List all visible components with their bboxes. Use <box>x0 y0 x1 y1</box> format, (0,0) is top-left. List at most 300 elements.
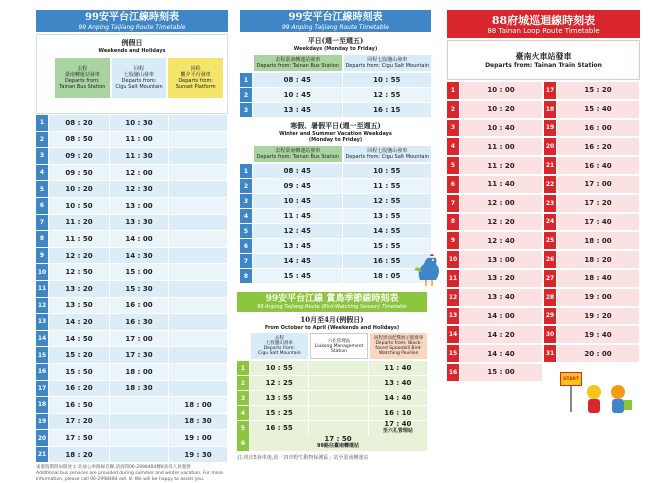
table-row <box>36 264 228 280</box>
departure-time: 15 : 45 <box>253 269 342 283</box>
departure-time: 16 : 40 <box>557 157 639 174</box>
departure-time: 18 : 20 <box>49 447 109 463</box>
return-time-cigu: 13 : 30 <box>110 215 168 231</box>
return-time-cigu: 14 : 00 <box>110 231 168 247</box>
table-row <box>447 345 640 362</box>
row-number: 4 <box>240 209 252 223</box>
departure-time: 10 : 20 <box>49 181 109 197</box>
row-number: 6 <box>36 198 48 214</box>
panel2-wd-en: Weekdays (Monday to Friday) <box>293 46 378 52</box>
departure-time: 18 : 20 <box>557 251 639 268</box>
return-time: 16 : 55 <box>343 254 432 268</box>
return-time-sunset <box>169 314 227 330</box>
departure-time: 14 : 20 <box>49 314 109 330</box>
departure-time: 13 : 20 <box>460 270 542 287</box>
table-row <box>36 430 228 446</box>
departure-time: 09 : 45 <box>253 179 342 193</box>
panel4-head-en: Departs from: Tainan Train Station <box>485 62 602 69</box>
panel3-title: 99安平台江線 賞鳥季節線時刻表 <box>265 294 399 304</box>
departure-time: 17 : 40 <box>557 214 639 231</box>
return-time <box>369 406 427 420</box>
panel1-colhead <box>36 34 228 114</box>
loop-timetable-panel <box>447 10 640 381</box>
departure-time: 10 : 20 <box>460 101 542 118</box>
return-time-sunset <box>169 198 227 214</box>
panel3-subtitle: 99 Anping Taijiang Route (Bird-Watching Season) Timetable <box>257 304 407 310</box>
table-row <box>447 101 640 118</box>
table-row <box>240 269 431 283</box>
return-time: 15 : 55 <box>343 239 432 253</box>
row-number: 21 <box>36 447 48 463</box>
table-row <box>240 103 431 117</box>
panel2-col1b: 去程臺南轉運站發車 Departs from: Tainan Bus Station <box>254 146 342 162</box>
row-number: 27 <box>544 270 556 287</box>
table-row <box>447 120 640 137</box>
departure-time: 10 : 00 <box>460 82 542 99</box>
departure-time: 12 : 50 <box>49 264 109 280</box>
departure-time: 09 : 20 <box>49 148 109 164</box>
liukong-time <box>309 361 367 375</box>
liukong-time <box>309 391 367 405</box>
row-number: 13 <box>447 308 459 325</box>
table-row <box>36 314 228 330</box>
table-row <box>447 176 640 193</box>
return-time-cigu: 17 : 00 <box>110 331 168 347</box>
row-number: 6 <box>447 176 459 193</box>
return-time <box>369 391 427 405</box>
row-number: 16 <box>36 364 48 380</box>
table-row <box>240 194 431 208</box>
departure-time: 20 : 00 <box>557 345 639 362</box>
return-time <box>369 421 427 435</box>
return-time-cigu: 16 : 00 <box>110 298 168 314</box>
return-time-cigu: 17 : 30 <box>110 347 168 363</box>
table-row <box>36 165 228 181</box>
return-time-cigu: 18 : 30 <box>110 381 168 397</box>
return-time: 12 : 55 <box>343 88 432 102</box>
departure-time: 19 : 20 <box>557 308 639 325</box>
table-row <box>36 381 228 397</box>
table-row <box>447 82 640 99</box>
row-number: 5 <box>237 421 249 435</box>
departure-time: 12 : 45 <box>253 224 342 238</box>
return-time: 18 : 05 <box>343 269 432 283</box>
return-time-cigu <box>110 430 168 446</box>
return-time-cigu: 14 : 30 <box>110 248 168 264</box>
departure-time: 15 : 20 <box>49 347 109 363</box>
panel2-col2: 回程七股鹽山發車 Departs from: Cigu Salt Mountain <box>345 57 430 69</box>
panel3-header <box>237 292 427 312</box>
row-number: 22 <box>544 176 556 193</box>
return-time <box>369 376 427 390</box>
return-time-sunset: 19 : 30 <box>169 447 227 463</box>
row-number: 14 <box>36 331 48 347</box>
departure-time: 17 : 20 <box>557 195 639 212</box>
row-number: 11 <box>447 270 459 287</box>
departure-time: 08 : 20 <box>49 115 109 131</box>
panel3-foot: 註:班次5發車後,經「四草野生動物保護區」站至臺南轉運站 <box>237 455 369 461</box>
return-time: 11 : 55 <box>343 179 432 193</box>
departure-time: 13 : 45 <box>253 103 342 117</box>
table-row <box>36 148 228 164</box>
departure-time: 10 : 45 <box>253 194 342 208</box>
row-number: 26 <box>544 251 556 268</box>
departure-time: 11 : 45 <box>253 209 342 223</box>
start-sign-label: START <box>563 376 579 382</box>
panel1-day-zh: 例假日 <box>121 39 143 47</box>
return-time: 16 : 15 <box>343 103 432 117</box>
return-time-value: 16 : 10 <box>384 408 412 417</box>
row5-note: 至六孔管理站 <box>382 428 413 434</box>
table-row <box>237 435 427 451</box>
departure-time: 15 : 50 <box>49 364 109 380</box>
return-time-cigu <box>110 397 168 413</box>
table-row <box>447 270 640 287</box>
departure-time: 10 : 50 <box>49 198 109 214</box>
row-number: 5 <box>447 157 459 174</box>
departure-time: 15 : 00 <box>460 364 542 381</box>
table-row <box>36 181 228 197</box>
return-time-sunset <box>169 132 227 148</box>
row-number: 6 <box>237 435 249 451</box>
panel3-period-zh: 10月至4月(例假日) <box>300 315 364 324</box>
table-row <box>237 421 427 435</box>
departure-time: 12 : 40 <box>460 232 542 249</box>
row-number: 3 <box>237 391 249 405</box>
table-row <box>36 281 228 297</box>
return-time-cigu: 18 : 00 <box>110 364 168 380</box>
row-number: 8 <box>36 231 48 247</box>
panel1-rows <box>36 115 228 462</box>
table-row <box>36 231 228 247</box>
table-row <box>447 195 640 212</box>
departure-time: 12 : 25 <box>250 376 308 390</box>
departure-time: 16 : 55 <box>250 421 308 435</box>
return-time: 12 : 55 <box>343 194 432 208</box>
row-number: 29 <box>544 308 556 325</box>
return-time-value: 11 : 40 <box>384 363 412 372</box>
panel1-day-en: Weekends and Holidays <box>98 48 166 54</box>
row-number: 10 <box>36 264 48 280</box>
table-row <box>36 414 228 430</box>
panel2-rows-b <box>240 164 431 283</box>
departure-time: 14 : 50 <box>49 331 109 347</box>
row-number: 9 <box>36 248 48 264</box>
row-number: 17 <box>544 82 556 99</box>
departure-time: 13 : 40 <box>460 289 542 306</box>
table-row <box>447 251 640 268</box>
departure-time: 11 : 00 <box>460 138 542 155</box>
table-row <box>36 397 228 413</box>
departure-time: 13 : 20 <box>49 281 109 297</box>
row-number: 25 <box>544 232 556 249</box>
panel1-col2: 回程 七股鹽山發車 Departs from: Cigu Salt Mountain <box>112 58 167 98</box>
table-row <box>447 138 640 155</box>
panel4-head-zh: 臺南火車站發車 <box>515 51 572 61</box>
row-number: 15 <box>36 347 48 363</box>
departure-time: 19 : 40 <box>557 326 639 343</box>
departure-time: 08 : 45 <box>253 73 342 87</box>
departure-time: 13 : 00 <box>460 251 542 268</box>
panel4-subtitle: 88 Tainan Loop Route Timetable <box>487 27 600 35</box>
row-number: 21 <box>544 157 556 174</box>
kids-illustration-icon <box>578 382 638 418</box>
birdwatch-timetable-panel <box>237 292 427 461</box>
row-number: 6 <box>240 239 252 253</box>
departure-time: 13 : 50 <box>49 298 109 314</box>
table-row <box>447 289 640 306</box>
row-number: 28 <box>544 289 556 306</box>
panel3-col3: 回程黑面琵鷺展示館發車 Departs from: Black-faced Spoonbill Bird-Watching Pavilion <box>370 333 427 359</box>
panel2-col1: 去程臺南轉運站發車 Departs from: Tainan Bus Station <box>254 55 342 71</box>
panel1-header <box>36 10 228 32</box>
return-time-cigu: 15 : 30 <box>110 281 168 297</box>
panel2-vac-zh: 寒假、暑假平日(週一至週五) <box>290 121 381 130</box>
row-number: 5 <box>36 181 48 197</box>
row-number: 1 <box>240 73 252 87</box>
row-number: 4 <box>36 165 48 181</box>
table-row <box>240 88 431 102</box>
row-number: 18 <box>544 101 556 118</box>
departure-time: 09 : 50 <box>49 165 109 181</box>
row-number: 20 <box>36 430 48 446</box>
departure-time: 15 : 40 <box>557 101 639 118</box>
row-number: 13 <box>36 314 48 330</box>
return-time-cigu: 11 : 00 <box>110 132 168 148</box>
row-number: 9 <box>447 232 459 249</box>
row-number: 2 <box>36 132 48 148</box>
panel2-rows-a <box>240 73 431 117</box>
table-row <box>36 364 228 380</box>
table-row <box>36 248 228 264</box>
row-number: 3 <box>240 103 252 117</box>
sign-pole <box>570 386 572 412</box>
panel1-col1: 去程 臺南轉運站發車 Departs from: Tainan Bus Station <box>55 58 110 98</box>
table-row <box>240 73 431 87</box>
row-number: 8 <box>240 269 252 283</box>
return-time-sunset <box>169 148 227 164</box>
row-number: 7 <box>447 195 459 212</box>
table-row <box>36 115 228 131</box>
return-time: 13 : 55 <box>343 209 432 223</box>
table-row <box>447 157 640 174</box>
panel2-wd-zh: 平日(週一至週五) <box>307 36 364 45</box>
panel2-subtitle: 99 Anping Taijiang Route Timetable <box>281 24 389 31</box>
return-time-sunset: 18 : 00 <box>169 397 227 413</box>
return-time-sunset <box>169 264 227 280</box>
panel3-period-en: From October to April (Weekends and Holidays) <box>264 325 400 331</box>
panel4-title: 88府城巡迴線時刻表 <box>491 14 596 27</box>
rooster-icon <box>412 250 446 288</box>
row-number: 11 <box>36 281 48 297</box>
panel4-header <box>447 10 640 38</box>
departure-time: 17 : 20 <box>49 414 109 430</box>
return-time: 10 : 55 <box>343 73 432 87</box>
row-number: 19 <box>544 120 556 137</box>
table-row <box>36 298 228 314</box>
row-number: 17 <box>36 381 48 397</box>
departure-time: 17 : 50 <box>49 430 109 446</box>
departure-time: 16 : 20 <box>557 138 639 155</box>
departure-time: 19 : 00 <box>557 289 639 306</box>
row-number: 3 <box>447 120 459 137</box>
weekend-timetable-panel <box>36 10 228 483</box>
return-time-cigu: 15 : 00 <box>110 264 168 280</box>
row-number: 18 <box>36 397 48 413</box>
panel2-title: 99安平台江線時刻表 <box>288 12 383 23</box>
row-number: 5 <box>240 224 252 238</box>
panel1-col3: 回程 觀夕平台發車 Departs from: Sunset Platform <box>168 58 223 98</box>
table-row <box>240 209 431 223</box>
departure-time: 16 : 00 <box>557 120 639 137</box>
row-number: 4 <box>237 406 249 420</box>
table-row <box>447 326 640 343</box>
row-number: 1 <box>36 115 48 131</box>
panel2-vac-en: Winter and Summer Vacation Weekdays (Monday to Friday) <box>279 131 392 143</box>
row-number: 1 <box>240 164 252 178</box>
return-time-cigu: 13 : 00 <box>110 198 168 214</box>
row-number: 12 <box>36 298 48 314</box>
row-number: 7 <box>240 254 252 268</box>
table-row <box>237 361 427 375</box>
return-time-sunset <box>169 165 227 181</box>
return-time-value: 13 : 40 <box>384 378 412 387</box>
return-time: 10 : 55 <box>343 164 432 178</box>
departure-time: 11 : 20 <box>49 215 109 231</box>
table-row <box>240 179 431 193</box>
row-number: 2 <box>240 179 252 193</box>
return-time-sunset <box>169 364 227 380</box>
departure-time: 13 : 55 <box>250 391 308 405</box>
return-time <box>369 361 427 375</box>
departure-time: 14 : 40 <box>460 345 542 362</box>
return-time-sunset <box>169 381 227 397</box>
liukong-time <box>309 421 367 435</box>
table-row <box>447 308 640 325</box>
row-number: 8 <box>447 214 459 231</box>
departure-time: 18 : 00 <box>557 232 639 249</box>
return-time-sunset <box>169 298 227 314</box>
departure-time: 11 : 50 <box>49 231 109 247</box>
departure-time: 08 : 50 <box>49 132 109 148</box>
departure-time: 11 : 40 <box>460 176 542 193</box>
panel2-col2b: 回程七股鹽山發車 Departs from: Cigu Salt Mountain <box>345 148 430 160</box>
departure-time: 12 : 20 <box>460 214 542 231</box>
row-number: 31 <box>544 345 556 362</box>
table-row <box>36 447 228 463</box>
return-time-value: 14 : 40 <box>384 393 412 402</box>
departure-time: 10 : 55 <box>250 361 308 375</box>
return-time-sunset: 18 : 30 <box>169 414 227 430</box>
departure-time: 16 : 20 <box>49 381 109 397</box>
row-number: 14 <box>447 326 459 343</box>
departure-time: 15 : 20 <box>557 82 639 99</box>
departure-time: 17 : 00 <box>557 176 639 193</box>
return-time-cigu: 11 : 30 <box>110 148 168 164</box>
return-time-cigu <box>110 447 168 463</box>
liukong-time <box>309 376 367 390</box>
table-row <box>36 215 228 231</box>
row-number: 2 <box>240 88 252 102</box>
table-row <box>36 198 228 214</box>
row-number: 2 <box>237 376 249 390</box>
table-row <box>240 224 431 238</box>
return-time-cigu: 12 : 00 <box>110 165 168 181</box>
return-time-sunset <box>169 115 227 131</box>
row-number: 1 <box>447 82 459 99</box>
table-row <box>240 254 431 268</box>
panel3-col1: 去程 七股鹽山發車 Departs from: Cigu Salt Mountain <box>251 333 308 359</box>
return-time: 14 : 55 <box>343 224 432 238</box>
panel3-rows <box>237 361 427 435</box>
return-time-sunset <box>169 215 227 231</box>
row-number: 1 <box>237 361 249 375</box>
return-time-cigu: 10 : 30 <box>110 115 168 131</box>
departure-time: 10 : 40 <box>460 120 542 137</box>
return-time-sunset <box>169 281 227 297</box>
departure-time: 15 : 25 <box>250 406 308 420</box>
return-time-value: 17 : 40 <box>384 420 412 428</box>
return-time-sunset <box>169 231 227 247</box>
table-row <box>237 406 427 420</box>
panel1-title: 99安平台江線時刻表 <box>85 12 179 23</box>
row-number: 15 <box>447 345 459 362</box>
row-number: 16 <box>447 364 459 381</box>
departure-time: 08 : 45 <box>253 164 342 178</box>
row-number: 2 <box>447 101 459 118</box>
weekday-timetable-panel <box>240 10 431 283</box>
panel2-header <box>240 10 431 32</box>
table-row <box>240 164 431 178</box>
return-time-sunset <box>169 248 227 264</box>
row-number: 3 <box>240 194 252 208</box>
return-time-cigu: 16 : 30 <box>110 314 168 330</box>
row-number: 20 <box>544 138 556 155</box>
table-row <box>447 214 640 231</box>
row-number: 10 <box>447 251 459 268</box>
return-time-cigu: 12 : 30 <box>110 181 168 197</box>
departure-time: 16 : 50 <box>49 397 109 413</box>
departure-time: 10 : 45 <box>253 88 342 102</box>
departure-time: 11 : 20 <box>460 157 542 174</box>
panel3-col2: 六孔管理站 Liukong Management Station <box>310 333 369 359</box>
departure-time: 13 : 45 <box>253 239 342 253</box>
table-row <box>237 376 427 390</box>
row-number: 24 <box>544 214 556 231</box>
departure-time: 14 : 00 <box>460 308 542 325</box>
table-row <box>240 239 431 253</box>
table-row <box>237 391 427 405</box>
departure-time: 14 : 20 <box>460 326 542 343</box>
table-row <box>36 132 228 148</box>
panel2-weekday-head <box>240 36 431 52</box>
row6-note: 99路往臺南轉運站 <box>317 443 359 449</box>
row-number: 23 <box>544 195 556 212</box>
liukong-time <box>309 406 367 420</box>
row-number: 4 <box>447 138 459 155</box>
panel4-rows <box>447 82 640 381</box>
departure-time: 12 : 20 <box>49 248 109 264</box>
departure-time: 12 : 00 <box>460 195 542 212</box>
return-time-sunset <box>169 331 227 347</box>
return-time-sunset: 19 : 00 <box>169 430 227 446</box>
table-row <box>447 232 640 249</box>
row-number: 30 <box>544 326 556 343</box>
return-time-sunset <box>169 347 227 363</box>
row6-time: 17 : 50 <box>324 435 352 443</box>
row-number: 12 <box>447 289 459 306</box>
table-row <box>36 347 228 363</box>
